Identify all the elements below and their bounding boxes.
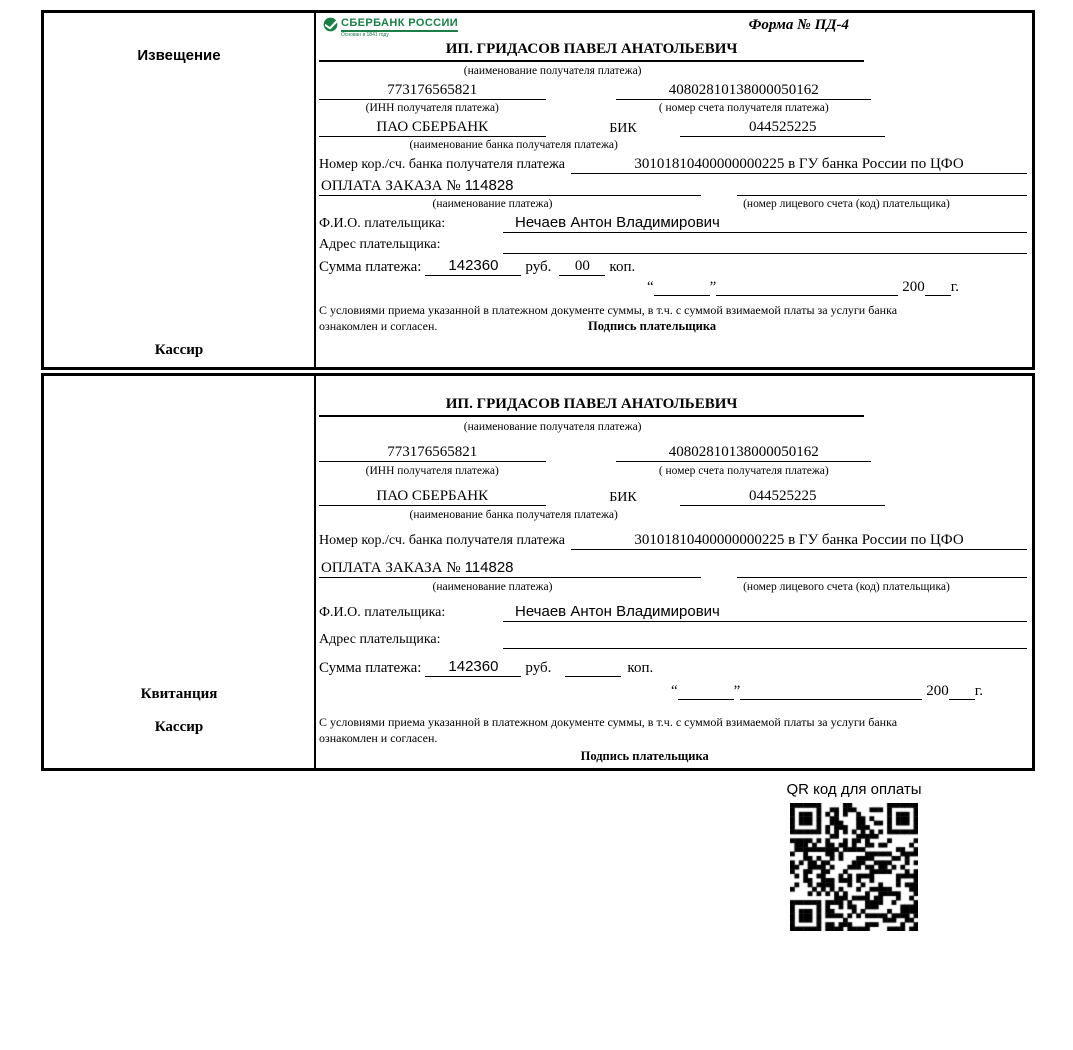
bank-caption: (наименование банка получателя платежа) [409, 139, 618, 151]
quote-open: “ [646, 279, 654, 295]
inn-account-captions [319, 464, 1027, 478]
amount-kop-value [565, 659, 621, 677]
personal-account-caption: (номер лицевого счета (код) плательщика) [743, 198, 950, 210]
cashier-label: Кассир [154, 719, 204, 735]
payer-fio-row [319, 603, 1027, 622]
payment-name-caption: (наименование платежа) [432, 198, 553, 210]
year-prefix: 200 [926, 683, 949, 699]
inn-account-captions [319, 101, 1027, 115]
bik-label: БИК [609, 490, 637, 505]
date-row [671, 683, 983, 700]
inn-caption: (ИНН получателя платежа) [365, 465, 499, 477]
payment-name-label: ОПЛАТА ЗАКАЗА № [321, 178, 461, 194]
qr-code-image [790, 803, 918, 931]
qr-label: QR код для оплаты [786, 781, 922, 798]
personal-account-caption: (номер лицевого счета (код) плательщика) [743, 581, 950, 593]
sberbank-emblem-icon [323, 17, 338, 37]
quote-open: “ [670, 683, 678, 699]
bank-caption: (наименование банка получателя платежа) [409, 509, 618, 521]
bank-bik-row [319, 487, 1027, 506]
corr-account-value: 30101810400000000225 в ГУ банка России по ЦФО [571, 155, 1027, 174]
payee-account-value: 40802810138000050162 [616, 81, 871, 100]
amount-kop-value: 00 [559, 257, 605, 276]
corr-account-label: Номер кор./сч. банка получателя платежа [319, 533, 565, 548]
account-caption: ( номер счета получателя платежа) [658, 102, 829, 114]
date-row [647, 279, 959, 296]
kop-label: коп. [627, 660, 654, 676]
payee-name: ИП. ГРИДАСОВ ПАВЕЛ АНАТОЛЬЕВИЧ [319, 41, 864, 62]
payer-address-row [319, 631, 1027, 649]
kop-label: коп. [609, 259, 636, 275]
quote-close: ” [733, 683, 741, 699]
year-suffix: г. [950, 279, 959, 295]
payee-inn-value: 773176565821 [319, 81, 546, 100]
payment-captions [319, 197, 1027, 211]
bik-value: 044525225 [680, 118, 885, 137]
bank-bik-row [319, 118, 1027, 137]
payer-fio-label: Ф.И.О. плательщика: [319, 605, 446, 620]
signature-label: Подпись плательщика [588, 319, 717, 333]
rub-label: руб. [525, 259, 552, 275]
year-prefix: 200 [902, 279, 925, 295]
receipt-form-cell [316, 376, 1032, 768]
payee-inn-value: 773176565821 [319, 443, 546, 462]
agreement-line2: ознакомлен и согласен. [319, 731, 438, 745]
receipt-slip [41, 373, 1035, 771]
corr-account-row [319, 531, 1027, 550]
payee-name-caption: (наименование получателя платежа) [463, 421, 642, 433]
bank-name-value: ПАО СБЕРБАНК [319, 118, 546, 137]
payment-captions [319, 580, 1027, 594]
corr-account-value: 30101810400000000225 в ГУ банка России по ЦФО [571, 531, 1027, 550]
header-row [319, 17, 1027, 38]
receipt-left-cell [44, 376, 316, 768]
quote-close: ” [709, 279, 717, 295]
notice-slip [41, 10, 1035, 370]
bik-value: 044525225 [680, 487, 885, 506]
payer-fio-value: Нечаев Антон Владимирович [503, 214, 1027, 233]
amount-row [319, 257, 1027, 276]
notice-title: Извещение [137, 47, 221, 64]
payment-name-row [319, 177, 1027, 196]
form-number: Форма № ПД-4 [748, 17, 849, 33]
year-suffix: г. [974, 683, 983, 699]
amount-rub-value: 142360 [425, 257, 521, 276]
bank-brand-tagline: Основан в 1841 году [341, 32, 389, 38]
cashier-label: Кассир [154, 342, 204, 358]
agreement-line1: С условиями приема указанной в платежном документе суммы, в т.ч. с суммой взимаемой платы за услуги банка [319, 715, 898, 729]
bank-brand-name: СБЕРБАНК РОССИИ [341, 17, 458, 32]
notice-form-cell [316, 13, 1032, 367]
agreement-line1: С условиями приема указанной в платежном документе суммы, в т.ч. с суммой взимаемой платы за услуги банка [319, 303, 898, 317]
amount-label: Сумма платежа: [319, 259, 422, 275]
signature-label: Подпись плательщика [580, 749, 709, 763]
notice-left-cell [44, 13, 316, 367]
amount-label: Сумма платежа: [319, 660, 422, 676]
inn-caption: (ИНН получателя платежа) [365, 102, 499, 114]
receipt-title: Квитанция [140, 686, 218, 702]
rub-label: руб. [525, 660, 552, 676]
corr-account-label: Номер кор./сч. банка получателя платежа [319, 157, 565, 172]
payer-fio-label: Ф.И.О. плательщика: [319, 216, 446, 231]
agreement-line2-row [319, 318, 1027, 334]
payer-address-value [503, 236, 1027, 254]
payer-fio-row [319, 214, 1027, 233]
account-caption: ( номер счета получателя платежа) [658, 465, 829, 477]
payment-name-label: ОПЛАТА ЗАКАЗА № [321, 560, 461, 576]
order-number: 114828 [464, 559, 514, 576]
personal-account-line [737, 178, 1027, 196]
corr-account-row [319, 155, 1027, 174]
payee-name: ИП. ГРИДАСОВ ПАВЕЛ АНАТОЛЬЕВИЧ [319, 396, 864, 417]
payment-name-caption: (наименование платежа) [432, 581, 553, 593]
qr-payment-block [779, 781, 929, 931]
sberbank-logo [323, 17, 458, 38]
payee-account-value: 40802810138000050162 [616, 443, 871, 462]
payee-name-caption: (наименование получателя платежа) [463, 65, 642, 77]
payment-name-row [319, 559, 1027, 578]
agreement-line2: ознакомлен и согласен. [319, 319, 438, 333]
amount-rub-value: 142360 [425, 658, 521, 677]
amount-row [319, 658, 1027, 677]
payer-fio-value: Нечаев Антон Владимирович [503, 603, 1027, 622]
inn-account-row [319, 443, 1027, 462]
payer-address-value [503, 631, 1027, 649]
payer-address-label: Адрес плательщика: [319, 632, 441, 647]
personal-account-line [737, 560, 1027, 578]
bank-name-value: ПАО СБЕРБАНК [319, 487, 546, 506]
bik-label: БИК [609, 121, 637, 136]
payer-address-label: Адрес плательщика: [319, 237, 441, 252]
order-number: 114828 [464, 177, 514, 194]
payer-address-row [319, 236, 1027, 254]
inn-account-row [319, 81, 1027, 100]
